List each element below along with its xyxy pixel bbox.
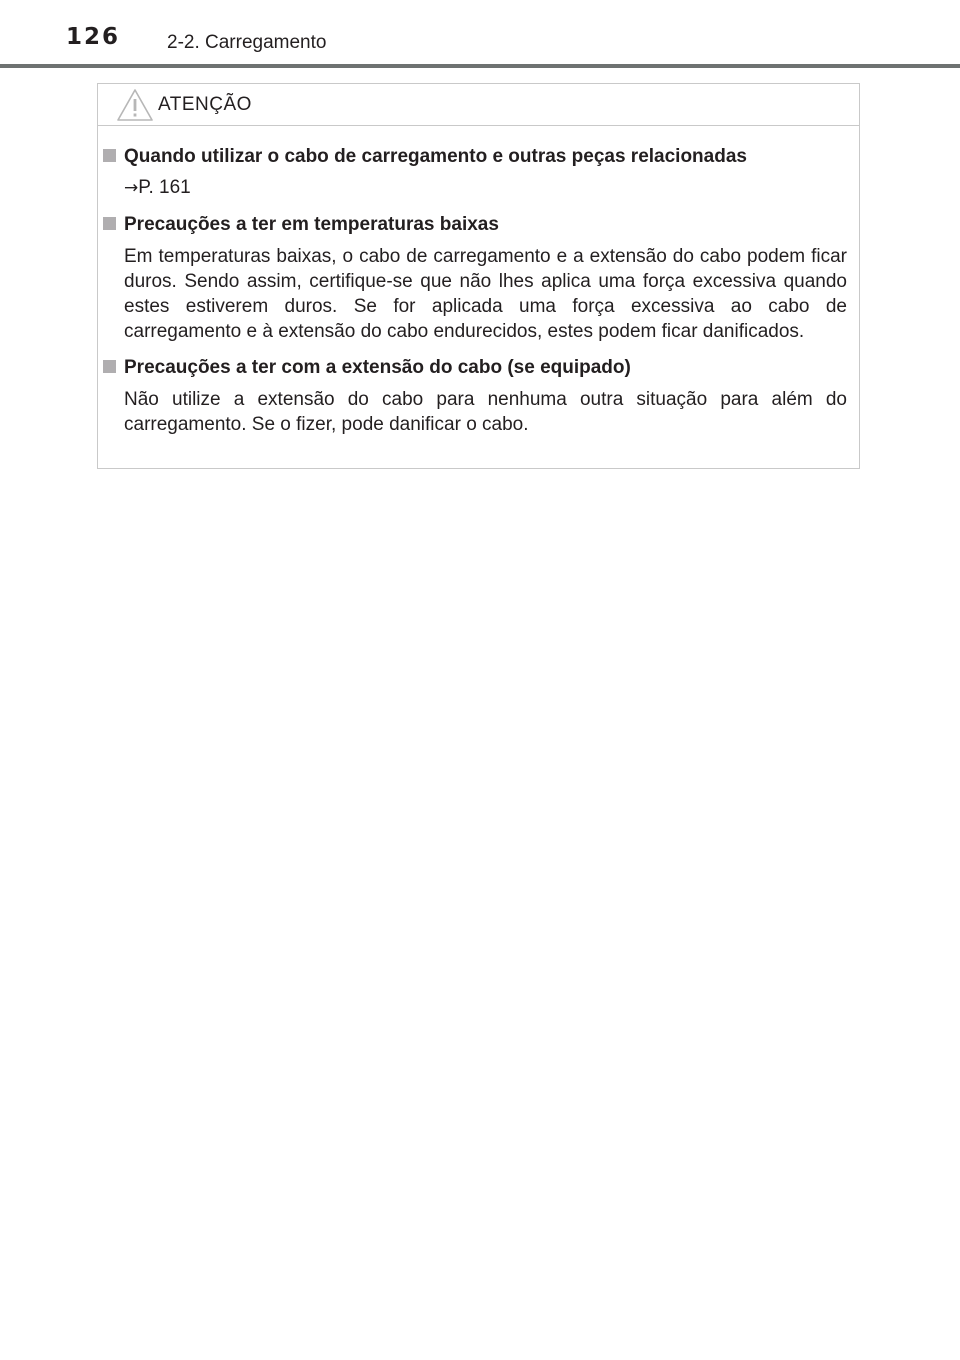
item-heading (98, 144, 859, 169)
caution-body (98, 125, 859, 437)
square-bullet-icon (103, 217, 116, 230)
arrow-right-icon: → (124, 178, 139, 198)
page-header (0, 0, 960, 70)
caution-item (98, 355, 859, 437)
section-title: 2-2. Carregamento (167, 32, 327, 53)
warning-triangle-icon (116, 88, 154, 122)
page-reference-text: P. 161 (138, 177, 191, 198)
page-number: 126 (66, 24, 121, 50)
item-heading-text: Precauções a ter em temperaturas baixas (124, 214, 499, 235)
item-heading-text: Precauções a ter com a extensão do cabo (se equipado) (124, 357, 631, 378)
item-heading-text: Quando utilizar o cabo de carregamento e outras peças relacionadas (124, 146, 747, 167)
caution-box (97, 83, 860, 469)
page-reference (98, 175, 859, 201)
item-heading (98, 212, 859, 237)
caution-item (98, 212, 859, 344)
item-heading (98, 355, 859, 380)
item-text: Não utilize a extensão do cabo para nenhuma outra situação para além do carregamento. Se o fizer, pode danificar o cabo. (124, 389, 847, 435)
header-rule (0, 64, 960, 68)
caution-label: ATENÇÃO (158, 94, 252, 115)
square-bullet-icon (103, 149, 116, 162)
item-text: Em temperaturas baixas, o cabo de carregamento e a extensão do cabo podem ficar duros. Sendo assim, certifique-se que não lhes aplica uma força excessiva quando estes estiverem duros. Se for aplicada uma força excessiva ao cabo de carregamento e à extensão do cabo endurecidos, estes podem ficar danificados. (124, 246, 847, 342)
square-bullet-icon (103, 360, 116, 373)
caution-item (98, 144, 859, 201)
caution-header (98, 84, 859, 126)
